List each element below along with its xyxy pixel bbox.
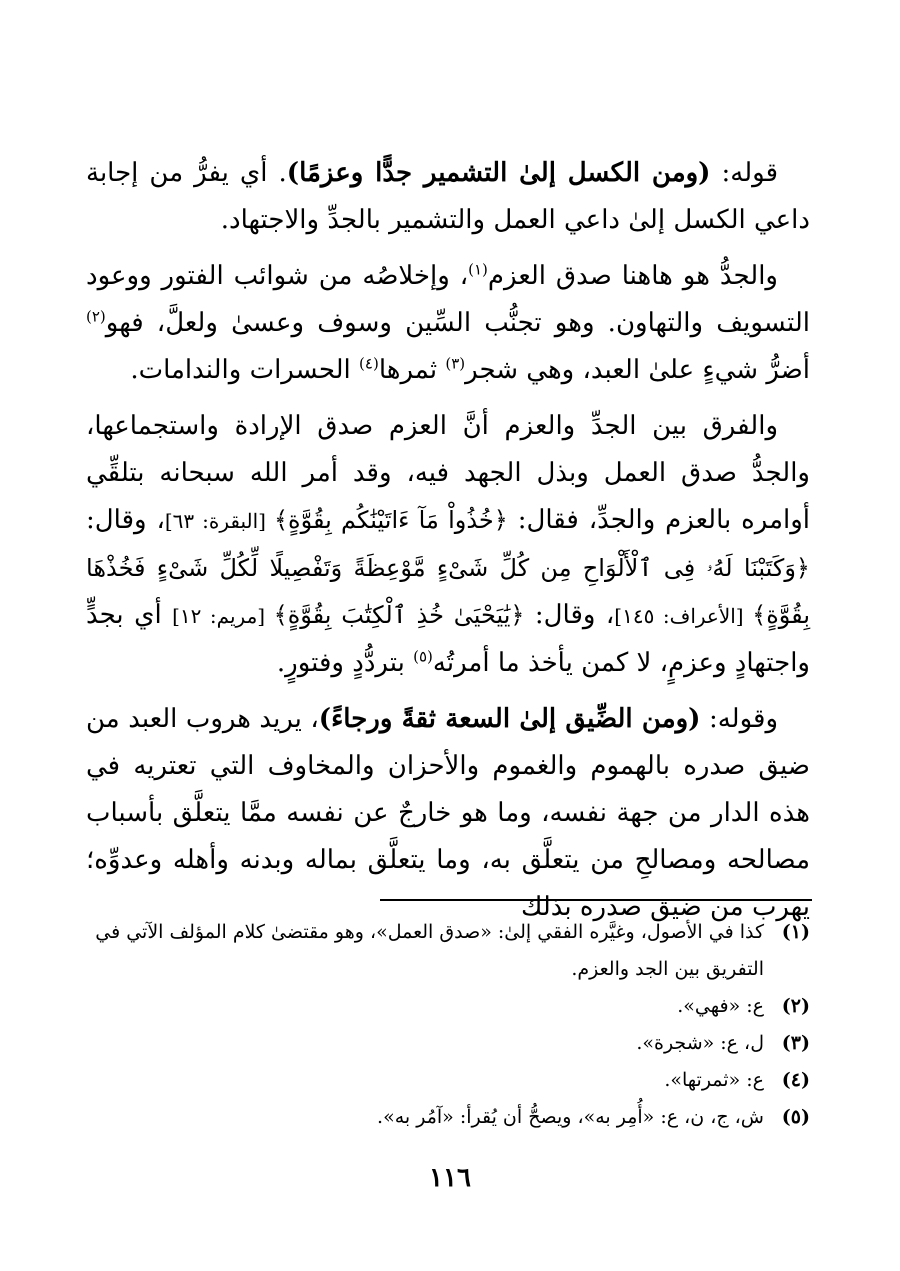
- text-run: ، وإخلاصُه من شوائب الفتور ووعود التسويف والتهاون. وهو تجنُّب السِّين وسوف وعسىٰ ولعلَّ، فهو: [86, 261, 810, 338]
- text-run: والفرق بين الجدِّ والعزم أنَّ العزم صدق الإرادة واستجماعها، والجدُّ صدق العمل وبذل الجهد فيه، وقد أمر الله سبحانه بتلقِّي أوامره بالعزم والجدِّ، فقال:: [86, 411, 811, 535]
- footnote-ref-1[interactable]: (١): [468, 260, 488, 279]
- quran-verse: ﴿خُذُواْ مَآ ءَاتَيْنَٰكُم بِقُوَّةٍ﴾: [273, 506, 508, 534]
- verse-reference: [الأعراف: ١٤٥]: [614, 604, 753, 628]
- footnote-1: [86, 914, 810, 988]
- text-run: أي بجدٍّ واجتهادٍ وعزمٍ، لا كمن يأخذ ما أمرتُه: [86, 600, 810, 678]
- footnote-3: [86, 1025, 810, 1062]
- footnote-divider: [380, 899, 812, 901]
- text-run: والجدُّ هو هاهنا صدق العزم: [487, 261, 778, 291]
- footnote-ref-5[interactable]: (٥): [413, 647, 433, 666]
- text-run: ثمرها: [378, 355, 446, 385]
- paragraph-3: [86, 403, 810, 687]
- paragraph-2: [86, 253, 810, 394]
- quran-verse: ﴿يَٰيَحْيَىٰ خُذِ ٱلْكِتَٰبَ بِقُوَّةٍ﴾: [273, 601, 525, 629]
- footnote-number: (٣): [781, 1032, 810, 1054]
- footnote-text: ع: «ثمرتها».: [664, 1069, 764, 1091]
- verse-reference: [البقرة: ٦٣]: [164, 509, 274, 533]
- footnote-ref-3[interactable]: (٣): [445, 354, 466, 373]
- footnote-text: كذا في الأصول، وغيَّره الفقي إلىٰ: «صدق العمل»، وهو مقتضىٰ كلام المؤلف الآتي في التفريق بين الجد والعزم.: [95, 921, 764, 980]
- quoted-heading: (ومن الكسل إلىٰ التشمير جدًّا وعزمًا): [286, 158, 711, 188]
- text-run: ، وقال:: [524, 600, 615, 630]
- footnote-number: (١): [781, 921, 810, 943]
- footnote-ref-4[interactable]: (٤): [359, 354, 379, 373]
- text-run: قوله:: [710, 158, 778, 188]
- main-text: [86, 150, 810, 940]
- footnote-number: (٥): [781, 1106, 810, 1128]
- text-run: ، وقال:: [86, 505, 165, 535]
- verse-reference: [مريم: ١٢]: [172, 604, 274, 628]
- footnote-5: [86, 1099, 810, 1136]
- quoted-heading: (ومن الضِّيق إلىٰ السعة ثقةً ورجاءً): [318, 704, 701, 734]
- page-number: ١١٦: [429, 1163, 471, 1193]
- text-run: الحسرات والندامات.: [130, 355, 360, 385]
- text-run: . أي يفرُّ من إجابة داعي الكسل إلىٰ داعي العمل والتشمير بالجدِّ والاجتهاد.: [86, 158, 810, 235]
- paragraph-1: [86, 150, 810, 244]
- text-run: بتردُّدٍ وفتورٍ.: [276, 648, 414, 678]
- footnote-text: ع: «فهي».: [677, 995, 764, 1017]
- footnote-number: (٤): [781, 1069, 810, 1091]
- footnote-text: ل، ع: «شجرة».: [636, 1032, 764, 1054]
- text-run: وقوله:: [700, 704, 778, 734]
- footnote-2: [86, 988, 810, 1025]
- footnote-ref-2[interactable]: (٢): [86, 307, 106, 326]
- text-run: ، يريد هروب العبد من ضيق صدره بالهموم والغموم والأحزان والمخاوف التي تعتريه في هذه الدار من جهة نفسه، وما هو خارجٌ عن نفسه ممَّا يتعلَّق بأسباب مصالحه ومصالحِ من يتعلَّق به، وما يتعلَّق بماله وبدنه وأهله وعدوِّه؛ يهرب من ضيق صدره بذلك: [86, 704, 810, 922]
- footnotes: [86, 914, 810, 1136]
- paragraph-4: [86, 696, 810, 931]
- footnote-text: ش، ج، ن، ع: «أُمِر به»، ويصحُّ أن يُقرأ: «آمُر به».: [377, 1106, 764, 1128]
- footnote-number: (٢): [781, 995, 810, 1017]
- quran-verse: ﴿وَكَتَبْنَا لَهُۥ فِى ٱلْأَلْوَاحِ مِن كُلِّ شَىْءٍ مَّوْعِظَةً وَتَفْصِيلًا لِّكُلِّ شَىْءٍ فَخُذْهَا بِقُوَّةٍ﴾: [86, 554, 810, 629]
- text-run: أضرُّ شيءٍ علىٰ العبد، وهي شجر: [465, 355, 810, 385]
- footnote-4: [86, 1062, 810, 1099]
